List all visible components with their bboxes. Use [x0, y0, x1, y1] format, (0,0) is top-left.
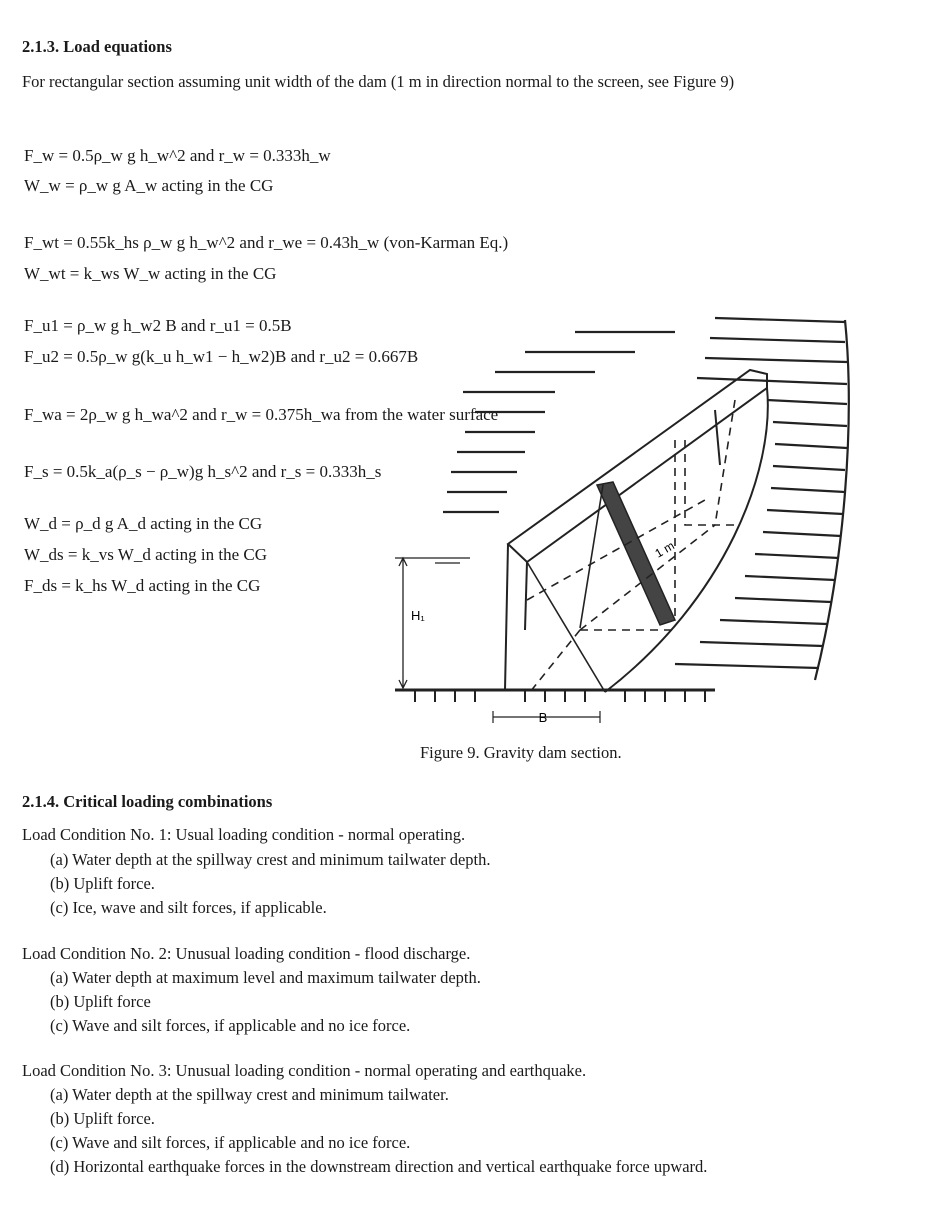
load-condition-2-item-a: (a) Water depth at maximum level and maximum tailwater depth. [50, 968, 481, 987]
equation-3-text: F_wt = 0.55k_hs ρ_w g h_w^2 and r_we = 0.43h_w (von-Karman Eq.) [24, 233, 509, 252]
equation-5-text: F_u1 = ρ_w g h_w2 B and r_u1 = 0.5B [24, 316, 292, 335]
equation-1-text: F_w = 0.5ρ_w g h_w^2 and r_w = 0.333h_w [24, 146, 331, 165]
equation-10 [24, 545, 267, 565]
section-heading-load-equations: 2.1.3. Load equations [22, 37, 172, 56]
equation-9-text: W_d = ρ_d g A_d acting in the CG [24, 514, 263, 533]
equation-1 [24, 146, 331, 166]
equation-6 [24, 347, 418, 367]
load-condition-2-title: Load Condition No. 2: Unusual loading condition - flood discharge. [22, 944, 471, 963]
equation-9 [24, 514, 262, 534]
load-condition-3-item-b: (b) Uplift force. [50, 1109, 155, 1128]
load-condition-1-title: Load Condition No. 1: Usual loading condition - normal operating. [22, 825, 466, 844]
load-condition-1-item-c: (c) Ice, wave and silt forces, if applicable. [50, 898, 327, 917]
load-condition-3-item-d: (d) Horizontal earthquake forces in the downstream direction and vertical earthquake force upward. [50, 1157, 708, 1176]
equation-10-text: W_ds = k_vs W_d acting in the CG [24, 545, 267, 564]
equation-2-text: W_w = ρ_w g A_w acting in the CG [24, 176, 274, 195]
equation-11 [24, 576, 260, 596]
load-condition-1-item-b: (b) Uplift force. [50, 874, 155, 893]
equation-4 [24, 264, 276, 284]
load-condition-1-item-a: (a) Water depth at the spillway crest and minimum tailwater depth. [50, 850, 491, 869]
equation-2 [24, 176, 273, 196]
load-condition-3-title: Load Condition No. 3: Unusual loading condition - normal operating and earthquake. [22, 1061, 587, 1080]
equation-6-text: F_u2 = 0.5ρ_w g(k_u h_w1 − h_w2)B and r_u2 = 0.667B [24, 347, 419, 366]
load-condition-2-item-b: (b) Uplift force [50, 992, 151, 1011]
figure-label-1m: 1 m [652, 538, 677, 561]
intro-paragraph: For rectangular section assuming unit width of the dam (1 m in direction normal to the screen, see Figure 9) [22, 72, 735, 91]
load-condition-3-item-a: (a) Water depth at the spillway crest and minimum tailwater. [50, 1085, 449, 1104]
equation-8-text: F_s = 0.5k_a(ρ_s − ρ_w)g h_s^2 and r_s = 0.333h_s [24, 462, 382, 481]
equation-5 [24, 316, 292, 336]
equation-4-text: W_wt = k_ws W_w acting in the CG [24, 264, 277, 283]
section-heading-critical-loading: 2.1.4. Critical loading combinations [22, 792, 273, 811]
figure-label-h1: H₁ [411, 608, 425, 623]
equation-8 [24, 462, 381, 482]
figure-label-b: B [538, 710, 548, 725]
load-condition-3-item-c: (c) Wave and silt forces, if applicable and no ice force. [50, 1133, 411, 1152]
gravity-dam-figure [375, 300, 865, 740]
rock-hatching [443, 318, 847, 668]
equation-7-text: F_wa = 2ρ_w g h_wa^2 and r_w = 0.375h_wa from the water surface [24, 405, 499, 424]
load-condition-2-item-c: (c) Wave and silt forces, if applicable and no ice force. [50, 1016, 411, 1035]
equation-11-text: F_ds = k_hs W_d acting in the CG [24, 576, 261, 595]
equation-3 [24, 233, 508, 253]
figure-caption: Figure 9. Gravity dam section. [420, 743, 622, 762]
